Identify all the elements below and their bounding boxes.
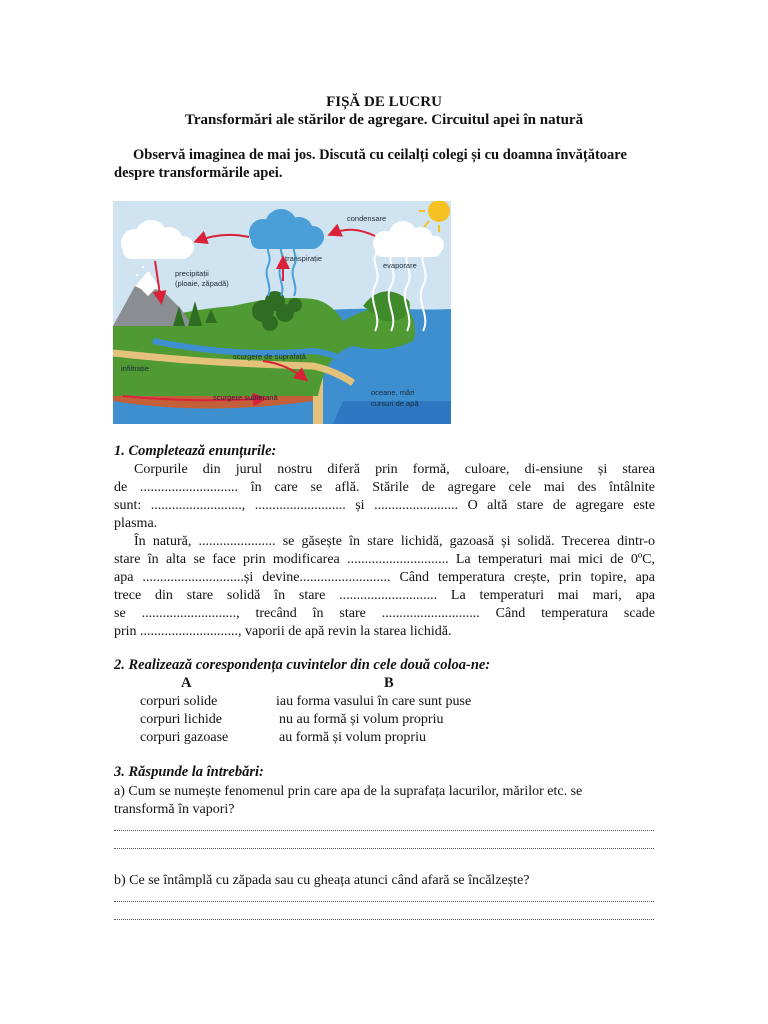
label-oceans-1: oceane, mări xyxy=(371,388,415,397)
section-2-heading: 2. Realizează corespondența cuvintelor din cele două coloa-ne: xyxy=(114,657,491,673)
s1-line-3: sunt: .........................., .......................... și ........................ O altă stare de agregare este xyxy=(114,498,655,513)
label-transpiration: transpirație xyxy=(285,254,323,263)
row-2-b: nu au formă și volum propriu xyxy=(279,712,444,727)
worksheet-title: FIȘĂ DE LUCRU xyxy=(326,94,442,110)
s1-line-10: prin ............................, vaporii de apă revin la starea lichidă. xyxy=(114,624,452,639)
label-underground-runoff: scurgere subterană xyxy=(213,393,278,402)
column-a-header: A xyxy=(181,675,192,691)
worksheet-subtitle: Transformări ale stărilor de agregare. Circuitul apei în natură xyxy=(184,112,584,128)
question-a-line-1: a) Cum se numește fenomenul prin care apa de la suprafața lacurilor, mărilor etc. se xyxy=(114,784,583,799)
instruction-line-2: despre transformările apei. xyxy=(114,165,283,181)
label-surface-runoff: scurgere de suprafață xyxy=(233,352,306,361)
instruction-line-1: Observă imaginea de mai jos. Discută cu ceilalți colegi și cu doamna învățătoare xyxy=(133,147,627,163)
water-cycle-diagram xyxy=(113,201,451,424)
question-b: b) Ce se întâmplă cu zăpada sau cu gheața atunci când afară se încălzește? xyxy=(114,873,530,888)
s1-line-6: stare în alta se face prin modificarea ............................. La temperaturi mai mici de 0ºC, xyxy=(114,552,655,567)
s1-line-7: apa .............................și devine.......................... Când temperatura crește, prin topire, apa xyxy=(114,570,655,585)
column-b-header: B xyxy=(384,675,394,691)
s1-line-9: se ..........................., trecând în stare ............................ Când temperatura scade xyxy=(114,606,655,621)
row-3-b: au formă și volum propriu xyxy=(279,730,426,745)
row-1-b: iau forma vasului în care sunt puse xyxy=(276,694,472,709)
label-precipitation-1: precipitații xyxy=(175,269,209,278)
label-condensation: condensare xyxy=(347,214,387,223)
label-infiltration: infiltrație xyxy=(121,364,149,373)
answer-a-line-1[interactable] xyxy=(114,830,654,831)
s1-line-1: Corpurile din jurul nostru diferă prin formă, culoare, di-ensiune și starea xyxy=(134,462,655,477)
label-precipitation-2: (ploaie, zăpadă) xyxy=(175,279,229,288)
answer-b-line-2[interactable] xyxy=(114,919,654,920)
question-a-line-2: transformă în vapori? xyxy=(114,802,235,817)
s1-line-2: de ............................ în care se află. Stările de agregare cele mai des întâlnite xyxy=(114,480,655,495)
section-3-heading: 3. Răspunde la întrebări: xyxy=(114,764,264,780)
s1-line-5: În natură, ...................... se găsește în stare lichidă, gazoasă și solidă. Trecerea dintr-o xyxy=(134,534,655,549)
s1-line-4: plasma. xyxy=(114,516,158,531)
answer-b-line-1[interactable] xyxy=(114,901,654,902)
row-1-a: corpuri solide xyxy=(140,694,218,709)
label-evaporation: evaporare xyxy=(383,261,417,270)
s1-line-8: trece din stare solidă în stare ............................ La temperaturi mai mari, apa xyxy=(114,588,655,603)
section-1-heading: 1. Completează enunțurile: xyxy=(114,443,277,459)
section-1-body xyxy=(114,461,655,641)
label-oceans-2: cursuri de apă xyxy=(371,399,419,408)
answer-a-line-2[interactable] xyxy=(114,848,654,849)
row-3-a: corpuri gazoase xyxy=(140,730,229,745)
row-2-a: corpuri lichide xyxy=(140,712,223,727)
